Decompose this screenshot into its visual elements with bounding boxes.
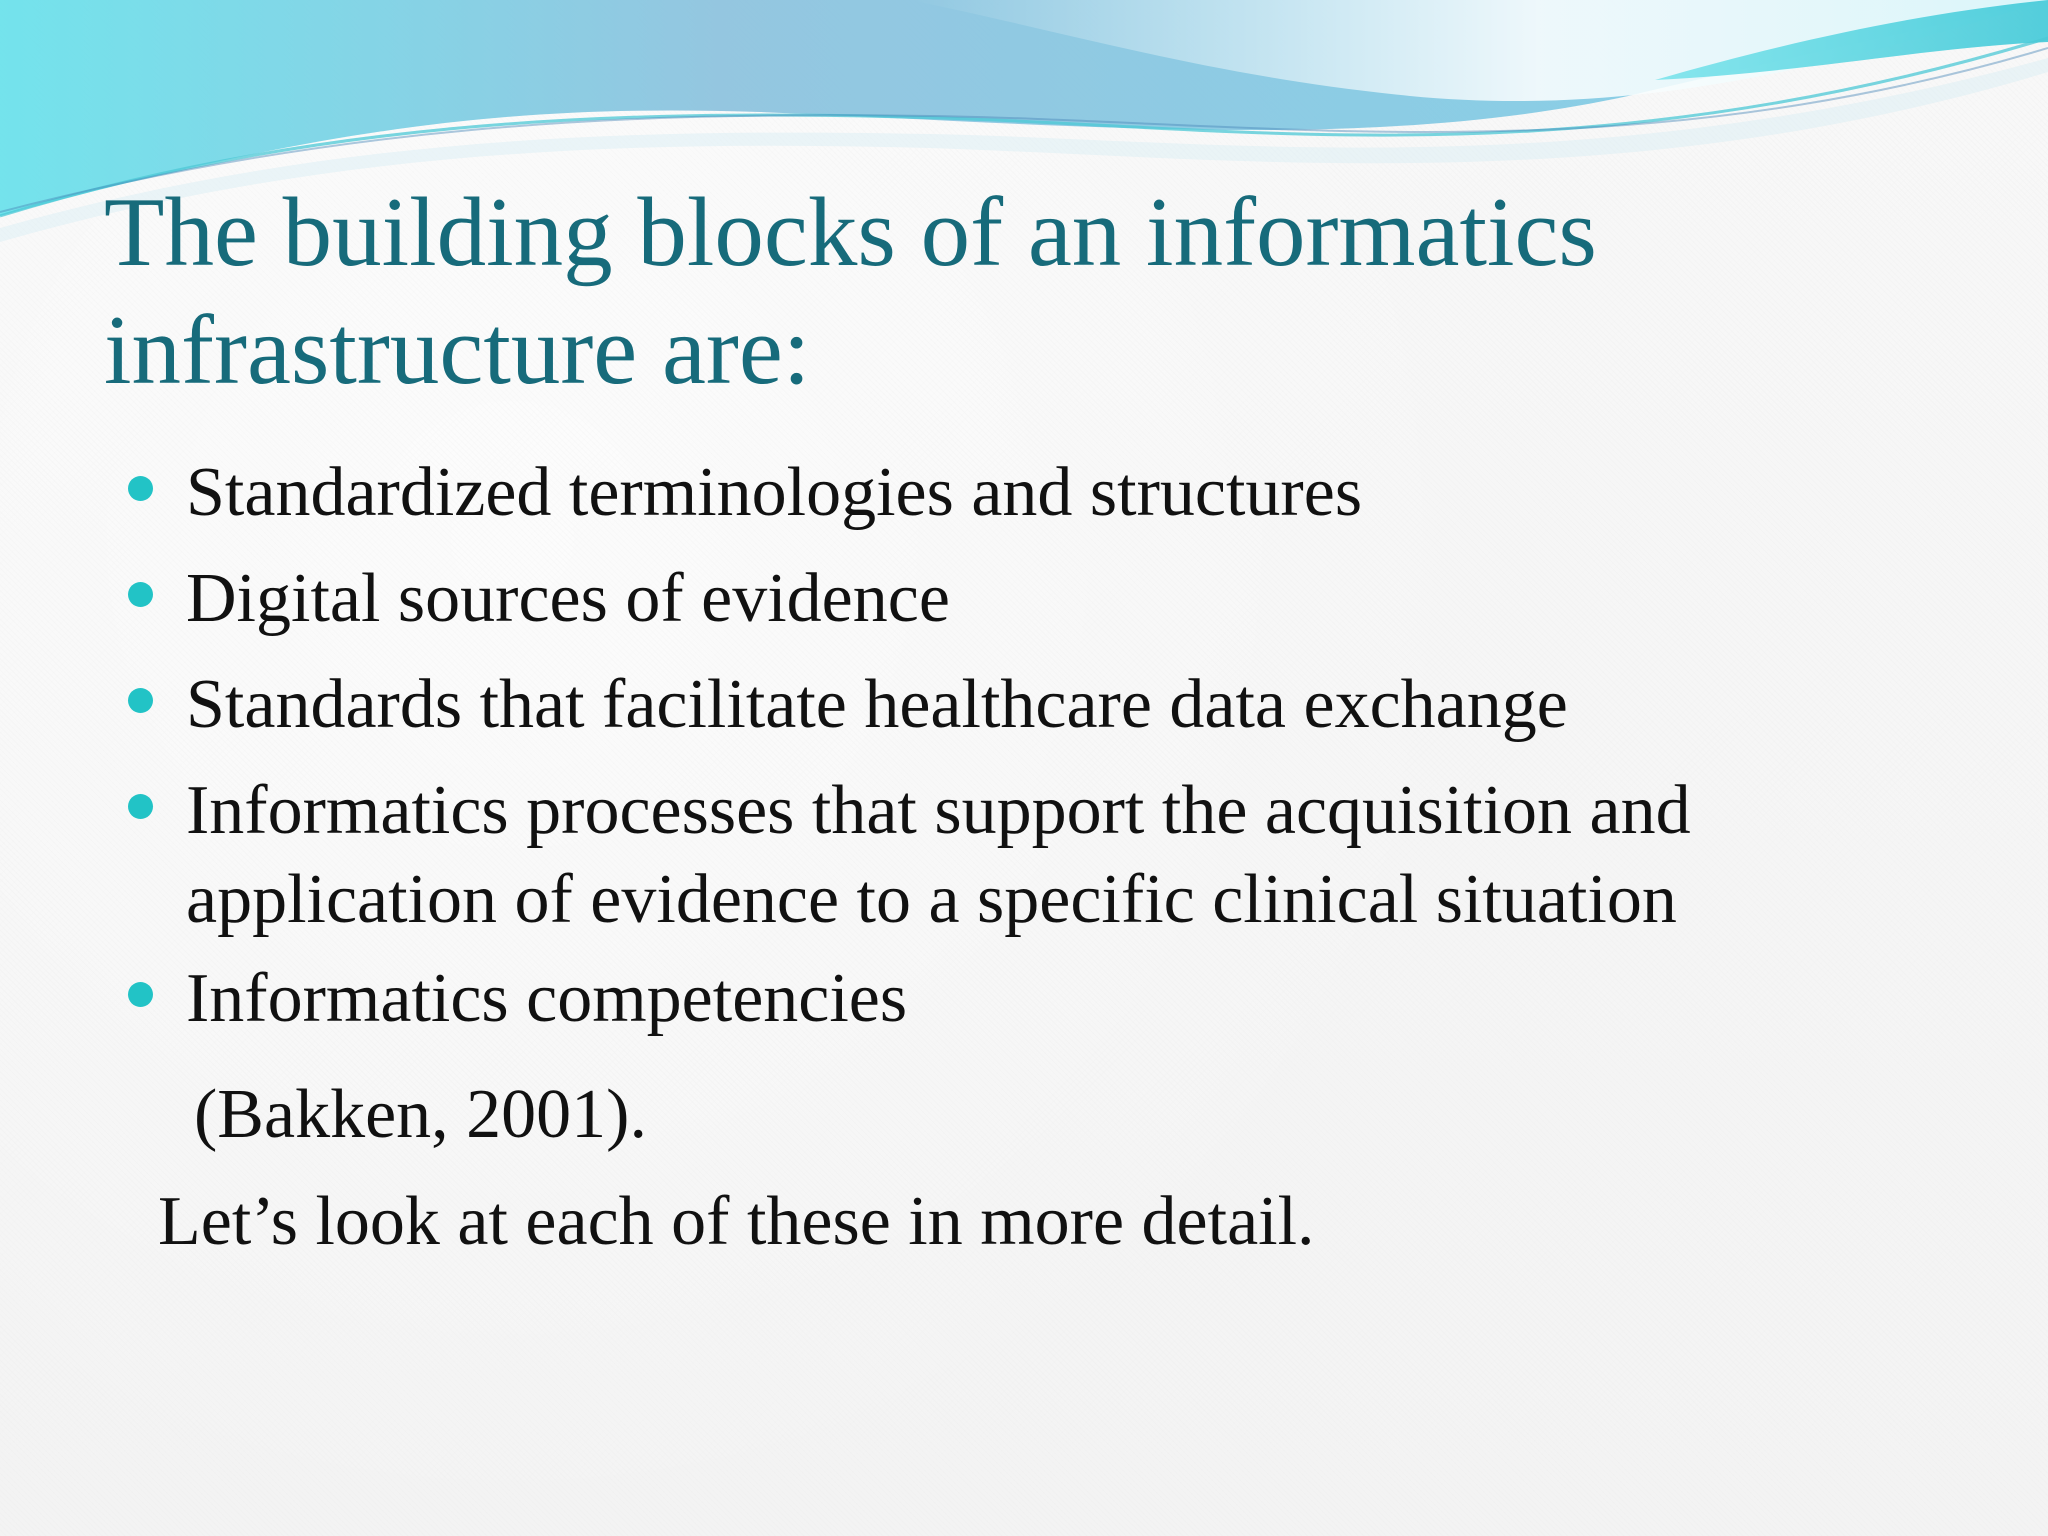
bullet-line: Standardized terminologies and structures (186, 454, 1363, 531)
bullet-item (128, 766, 1888, 944)
bullet-text (186, 660, 1888, 749)
bullet-dot-icon (128, 688, 153, 713)
slide-title-line: infrastructure are: (104, 296, 811, 405)
bullet-item (128, 554, 1888, 643)
bullet-dot-icon (128, 582, 153, 607)
closing-text: Let’s look at each of these in more detail. (158, 1183, 1315, 1260)
bullet-line: Informatics competencies (186, 960, 908, 1037)
bullet-line: application of evidence to a specific clinical situation (186, 861, 1677, 938)
slide-title-line: The building blocks of an informatics (104, 178, 1597, 287)
bullet-line: Informatics processes that support the acquisition and (186, 772, 1691, 849)
bullet-line: Digital sources of evidence (186, 560, 950, 637)
bullet-item (128, 954, 1888, 1043)
bullet-text (186, 448, 1888, 537)
bullet-dot-icon (128, 476, 153, 501)
bullet-list (128, 448, 1888, 1060)
citation-text: (Bakken, 2001). (194, 1076, 647, 1153)
slide-title (104, 174, 1864, 410)
bullet-item (128, 448, 1888, 537)
bullet-text (186, 954, 1888, 1043)
bullet-item (128, 660, 1888, 749)
bullet-text (186, 554, 1888, 643)
bullet-text (186, 766, 1888, 944)
bullet-line: Standards that facilitate healthcare data exchange (186, 666, 1568, 743)
bullet-dot-icon (128, 982, 153, 1007)
bullet-dot-icon (128, 794, 153, 819)
